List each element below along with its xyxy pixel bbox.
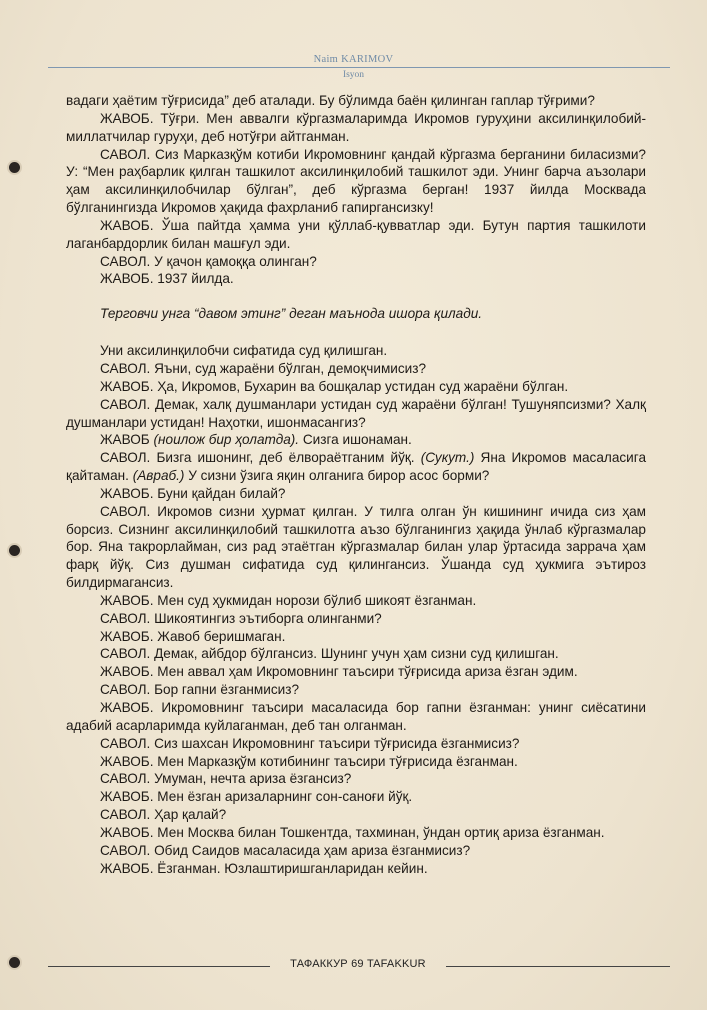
paragraph: САВОЛ. Икромов сизни ҳурмат қилган. У тилга олган ўн кишининг ичида сиз ҳам борсиз. Сизнинг аксилинқилобий ташкилотга аъзо бўлганингиз ҳақида ўнлаб кўргазмалар бор. Яна такрорлайман, сиз рад этаётган кўргазмалар билан улар ўртасида заррача ҳам фарқ йўқ. Сиз душман сифатида суд қилингансиз. Ўшанда суд ҳукмига эътироз билдирмагансиз. bbox=[66, 503, 646, 591]
body-text bbox=[66, 92, 646, 877]
paragraph bbox=[66, 449, 646, 485]
paragraph bbox=[66, 431, 646, 449]
paragraph: ЖАВОБ. Ҳа, Икромов, Бухарин ва бошқалар устидан суд жараёни бўлган. bbox=[100, 378, 569, 394]
paragraph: вадаги ҳаётим тўғрисида” деб аталади. Бу бўлимда баён қилинган гаплар тўғрими? bbox=[66, 93, 595, 108]
speaker-text: Яна Икромов масаласига қайтаман. bbox=[66, 450, 646, 484]
footer-rule-left bbox=[48, 966, 270, 967]
paragraph: ЖАВОБ. Тўғри. Мен аввалги кўргазмаларимда Икромов гуруҳини аксилинқилобий-миллатчилар гуруҳи, деб нотўғри айтганман. bbox=[66, 110, 646, 144]
stage-note: (Авраб.) bbox=[132, 468, 185, 484]
paragraph: ЖАВОБ. Икромовнинг таъсири масаласида бор гапни ёзганман: унинг сиёсатини адабий асарларимда куйлаганман, деб тан олганман. bbox=[66, 700, 646, 733]
header-rule bbox=[48, 67, 670, 68]
paragraph: ЖАВОБ. Ёзганман. Юзлаштиришганларидан кейин. bbox=[100, 860, 428, 876]
speaker-text: Сизга ишонаман. bbox=[299, 432, 412, 448]
paragraph: САВОЛ. Шикоятингиз эътиборга олинганми? bbox=[100, 610, 382, 626]
speaker-text: У сизни ўзига яқин олганига бирор асос борми? bbox=[184, 468, 490, 484]
paragraph: САВОЛ. Сиз Марказқўм котиби Икромовнинг қандай кўргазма берганини биласизми? У: “Мен раҳбарлик қилган ташкилот аксилинқилобий ташкилот эди. Унинг барча аъзолари ҳам аксилинқилобчилар бўлган”, деб кўргазма берган! 1937 йилда Москвада бўлганингизда Икромов ҳақида фахрланиб гапиргансизку! bbox=[66, 146, 646, 216]
paragraph: САВОЛ. Бор гапни ёзганмисиз? bbox=[100, 682, 300, 698]
speaker-text: САВОЛ. Бизга ишонинг, деб ёлвораётганим йўқ. bbox=[100, 450, 421, 466]
paragraph: ЖАВОБ. Ўша пайтда ҳамма уни қўллаб-қувватлар эди. Бутун партия ташкилоти лаганбардорлик билан машғул эди. bbox=[66, 217, 646, 251]
running-header-author: Naim KARIMOV bbox=[313, 54, 394, 65]
binder-hole-icon bbox=[9, 162, 20, 173]
paragraph: САВОЛ. Умуман, нечта ариза ёзгансиз? bbox=[100, 771, 352, 787]
paragraph: ЖАВОБ. Мен Марказқўм котибининг таъсири тўғрисида ёзганман. bbox=[100, 753, 518, 769]
paragraph: Уни аксилинқилобчи сифатида суд қилишган. bbox=[100, 343, 388, 359]
binder-hole-icon bbox=[9, 957, 20, 968]
stage-note: (ноилож бир ҳолатда). bbox=[153, 432, 300, 448]
stage-note: (Сукут.) bbox=[420, 450, 475, 466]
paragraph: ЖАВОБ. Жавоб беришмаган. bbox=[100, 628, 286, 644]
paragraph: ЖАВОБ. Мен аввал ҳам Икромовнинг таъсири тўғрисида ариза ёзган эдим. bbox=[100, 664, 578, 680]
running-header-title: Isyon bbox=[342, 70, 365, 80]
stage-direction: Терговчи унга “давом этинг” деган маънода ишора қилади. bbox=[100, 306, 483, 322]
paragraph: ЖАВОБ. Мен ёзган аризаларнинг сон-саноғи йўқ. bbox=[100, 789, 413, 805]
paragraph: САВОЛ. Ҳар қалай? bbox=[100, 807, 227, 823]
paragraph: САВОЛ. Демак, айбдор бўлгансиз. Шунинг учун ҳам сизни суд қилишган. bbox=[100, 646, 559, 662]
paragraph: ЖАВОБ. Буни қайдан билай? bbox=[100, 485, 286, 501]
paragraph: САВОЛ. Обид Саидов масаласида ҳам ариза ёзганмисиз? bbox=[100, 842, 471, 858]
paragraph: САВОЛ. Демак, халқ душманлари устидан суд жараёни бўлган! Тушуняпсизми? Халқ душманлари устидан! Наҳотки, ишонмасангиз? bbox=[66, 396, 646, 430]
footer-rule-right bbox=[446, 966, 670, 967]
paragraph: ЖАВОБ. Мен Москва билан Тошкентда, тахминан, ўндан ортиқ ариза ёзганман. bbox=[100, 824, 605, 840]
page-footer bbox=[48, 956, 670, 976]
paragraph: САВОЛ. У қачон қамоққа олинган? bbox=[100, 253, 317, 269]
paragraph: ЖАВОБ. Мен суд ҳукмидан норози бўлиб шикоят ёзганман. bbox=[100, 592, 477, 608]
paragraph: ЖАВОБ. 1937 йилда. bbox=[100, 271, 234, 287]
binder-hole-icon bbox=[9, 545, 20, 556]
footer-page-label: ТАФАККУР 69 TAFAKKUR bbox=[290, 958, 426, 970]
paragraph: САВОЛ. Сиз шахсан Икромовнинг таъсири тўғрисида ёзганмисиз? bbox=[100, 735, 520, 751]
speaker-text: ЖАВОБ bbox=[100, 432, 154, 448]
paragraph: САВОЛ. Яъни, суд жараёни бўлган, демоқчимисиз? bbox=[100, 360, 427, 376]
